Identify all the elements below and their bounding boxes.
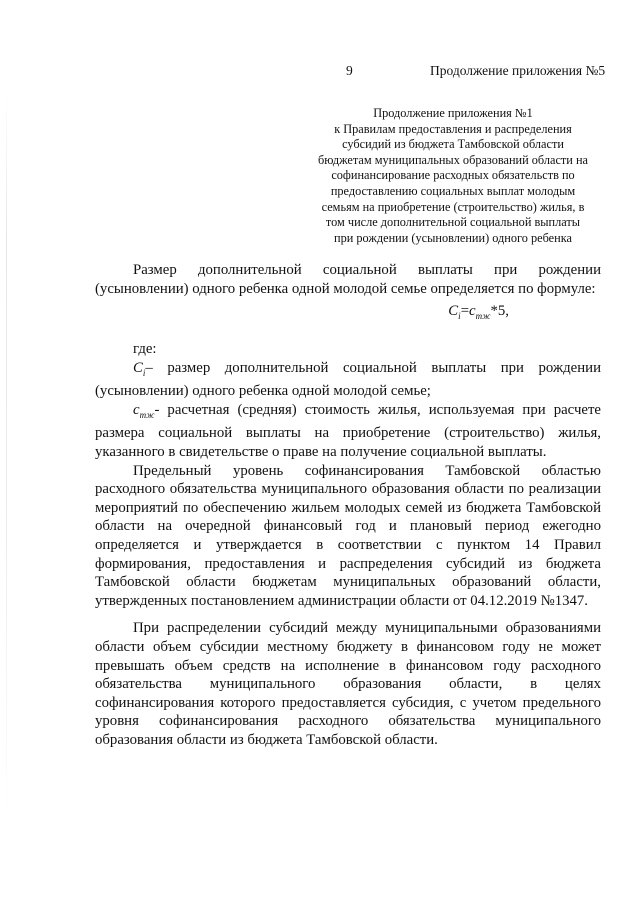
definition-ci bbox=[95, 359, 601, 401]
appendix-line: бюджетам муниципальных образований области на bbox=[318, 152, 588, 167]
formula-lhs: C bbox=[448, 303, 459, 320]
appendix-reference-block bbox=[300, 106, 606, 246]
continuation-header: Продолжение приложения №5 bbox=[430, 63, 606, 78]
scan-edge-shadow bbox=[6, 90, 7, 830]
formula bbox=[95, 300, 601, 340]
definition-ctzh bbox=[95, 401, 601, 462]
formula-rhs-sub: тж bbox=[475, 311, 491, 322]
page-number: 9 bbox=[346, 63, 353, 78]
formula-tail: *5, bbox=[490, 303, 509, 320]
where-label: где: bbox=[133, 341, 157, 358]
definition-ci-symbol: $C_i$ bbox=[133, 359, 146, 378]
definition-ctzh-text: - расчетная (средняя) стоимость жилья, используемая при расчете размера социальной выплаты на приобретение (строительство) жилья, указанного в свидетельстве о праве на получение социальной выплаты. bbox=[95, 401, 601, 461]
appendix-line: субсидий из бюджета Тамбовской области bbox=[342, 137, 564, 152]
appendix-line: к Правилам предоставления и распределения bbox=[334, 121, 572, 136]
appendix-line: софинансирование расходных обязательств по bbox=[331, 168, 575, 183]
appendix-line: при рождении (усыновлении) одного ребенка bbox=[334, 230, 572, 245]
formula-operator: = bbox=[460, 303, 470, 320]
appendix-line: Продолжение приложения №1 bbox=[373, 106, 533, 120]
formula-lhs-sub: i bbox=[458, 311, 461, 322]
definition-ci-text: – размер дополнительной социальной выплаты при рождении (усыновлении) одного ребенка одной молодой семье; bbox=[95, 359, 601, 400]
appendix-line: предоставлению социальных выплат молодым bbox=[330, 183, 576, 198]
formula-rhs: c bbox=[469, 303, 476, 320]
cofinancing-level-paragraph: Предельный уровень софинансирования Тамбовской областью расходного обязательства муниципального образования области по реализации мероприятий по обеспечению жильем молодых семей из бюджета Тамбовской области на очередной финансовый год и плановый период ежегодно определяется и утверждается в соответствии с пунктом 14 Правил формирования, предоставления и распределения субсидий из бюджета Тамбовской области бюджетам муниципальных образований области, утвержденных постановлением администрации области от 04.12.2019 №1347. bbox=[95, 462, 601, 609]
subsidy-distribution-paragraph: При распределении субсидий между муниципальными образованиями области объем субсидии местному бюджету в финансовом году не может превышать объем средств на исполнение в финансовом году расходного обязательства муниципального образования области, в целях софинансирования которого предоставляется субсидия, с учетом предельного уровня софинансирования расходного обязательства муниципального образования области из бюджета Тамбовской области. bbox=[95, 620, 601, 748]
body-text bbox=[95, 261, 601, 750]
appendix-line: том числе дополнительной социальной выплаты bbox=[325, 215, 581, 230]
appendix-line: семьям на приобретение (строительство) жилья, в bbox=[321, 199, 585, 214]
paragraph-gap bbox=[95, 610, 601, 619]
intro-paragraph: Размер дополнительной социальной выплаты при рождении (усыновлении) одного ребенка одной молодой семье определяется по формуле: bbox=[95, 262, 601, 297]
definition-ctzh-symbol: $c_{тж}$ bbox=[133, 401, 155, 420]
